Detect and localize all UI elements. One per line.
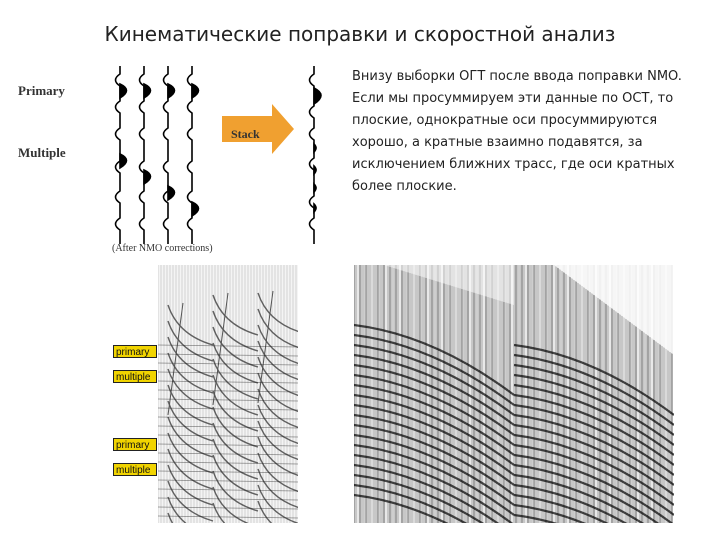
nmo-traces-diagram: [108, 66, 218, 244]
multiple-label: Multiple: [18, 145, 66, 160]
description-text: Внизу выборки ОГТ после ввода поправки NMO. Если мы просуммируем эти данные по ОСТ, то плоские, однократные оси просуммируются хорошо, а кратные взаимно подавятся, за исключением ближних трасс, где оси кратных более плоские.: [352, 69, 682, 194]
cmp-gathers-seismic-image: [158, 265, 298, 523]
primary-label: Primary: [18, 83, 65, 98]
slide-title: Кинематические поправки и скоростной анализ: [104, 22, 616, 46]
multiple-tag: multiple: [113, 463, 157, 476]
stacked-trace: [298, 66, 334, 244]
multiple-tag: multiple: [113, 370, 157, 383]
primary-tag: primary: [113, 438, 157, 451]
stack-label: Stack: [231, 127, 260, 141]
primary-tag: primary: [113, 345, 157, 358]
diagram-caption: (After NMO corrections): [112, 243, 213, 254]
stacked-seismic-image: [354, 265, 674, 523]
